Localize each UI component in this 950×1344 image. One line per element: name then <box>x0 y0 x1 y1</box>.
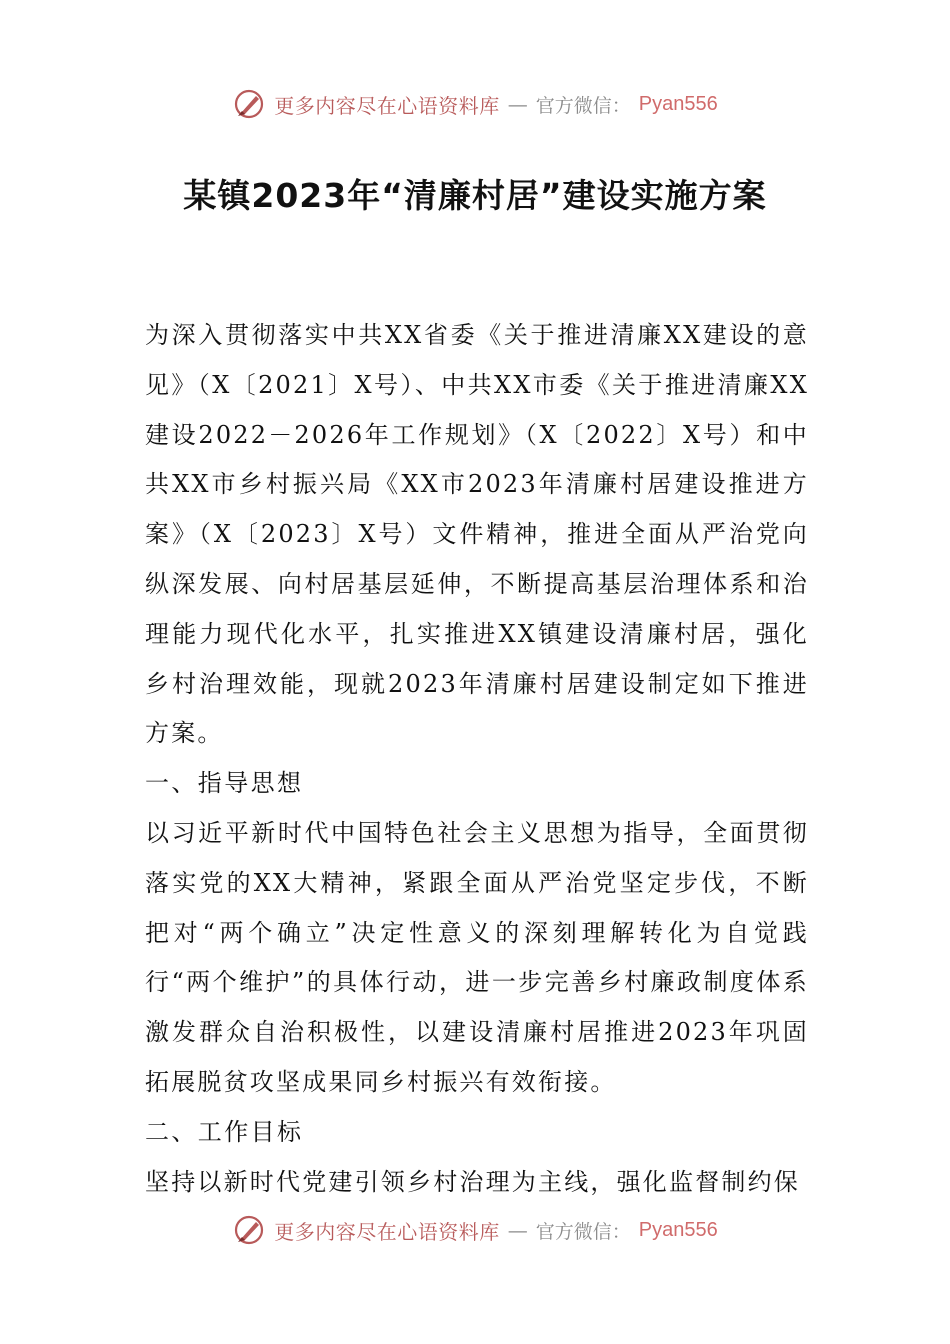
document-title: 某镇2023年“清廉村居”建设实施方案 <box>183 176 767 215</box>
watermark-text: 更多内容尽在心语资料库 <box>274 1219 500 1244</box>
guiding-ideology-paragraph: 以习近平新时代中国特色社会主义思想为指导，全面贯彻落实党的XX大精神，紧跟全面从严治党坚定步伐，不断把对“两个确立”决定性意义的深刻理解转化为自觉践行“两个维护”的具体行动，进一步完善乡村廉政制度体系激发群众自治积极性，以建设清廉村居推进2023年巩固拓展脱贫攻坚成果同乡村振兴有效衔接。 <box>145 818 809 1096</box>
watermark-wechat-id: Pyan556 <box>638 92 718 115</box>
watermark-separator: — <box>507 92 528 116</box>
watermark-text: 更多内容尽在心语资料库 <box>274 93 500 118</box>
section-heading-guiding-ideology: 一、指导思想 <box>145 769 304 798</box>
intro-paragraph: 为深入贯彻落实中共XX省委《关于推进清廉XX建设的意见》（X〔2021〕X号）、中共XX市委《关于推进清廉XX建设2022－2026年工作规划》（X〔2022〕X号）和中共XX市乡村振兴局《XX市2023年清廉村居建设推进方案》（X〔2023〕X号）文件精神，推进全面从严治党向纵深发展、向村居基层延伸，不断提高基层治理体系和治理能力现代化水平，扎实推进XX镇建设清廉村居，强化乡村治理效能，现就2023年清廉村居建设制定如下推进方案。 <box>145 321 809 748</box>
header-watermark <box>0 84 950 124</box>
document-body <box>145 311 809 1207</box>
work-goals-paragraph: 坚持以新时代党建引领乡村治理为主线，强化监督制约保 <box>145 1167 800 1196</box>
watermark-wechat-id: Pyan556 <box>638 1218 718 1241</box>
section-heading-work-goals: 二、工作目标 <box>145 1117 304 1146</box>
pen-logo-icon <box>232 87 266 121</box>
pen-logo-icon <box>232 1213 266 1247</box>
watermark-wechat-label: 官方微信： <box>535 94 631 117</box>
footer-watermark <box>0 1210 950 1250</box>
watermark-separator: — <box>507 1218 528 1242</box>
watermark-wechat-label: 官方微信： <box>535 1220 631 1243</box>
